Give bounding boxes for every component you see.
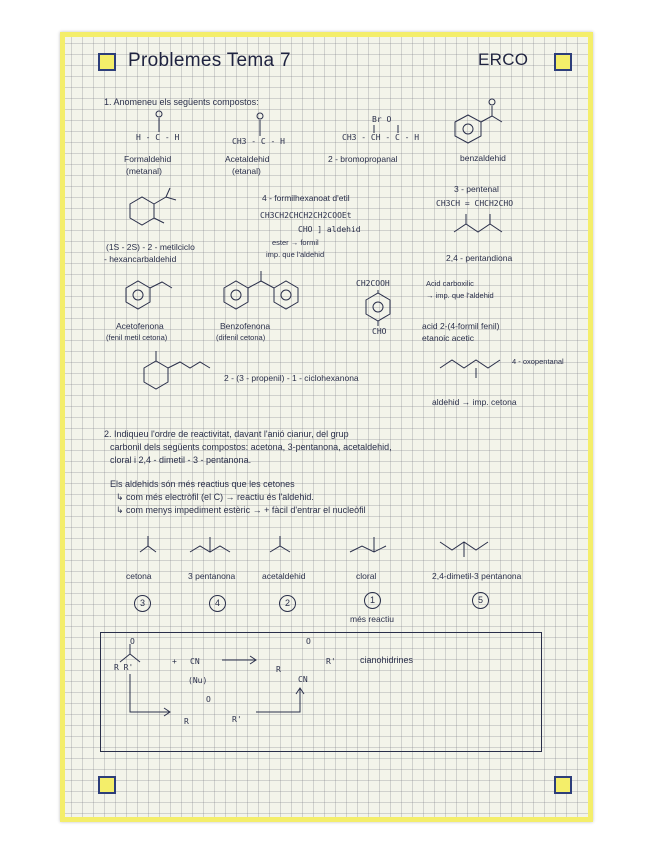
- page-title: Problemes Tema 7: [128, 50, 291, 71]
- mech-reactant: R R': [114, 663, 134, 672]
- oxygen-atom: [156, 111, 162, 117]
- oxopentanal-note: aldehid → imp. cetona: [432, 397, 517, 407]
- acetaldehid-skeleton: [270, 546, 290, 552]
- acetofenona-alt: (fenil metil cetona): [106, 333, 168, 342]
- bromopropanal-name: 2 - bromopropanal: [328, 154, 398, 164]
- formaldehid-structure: H - C - H: [136, 133, 180, 142]
- oxygen-atom: [489, 99, 495, 105]
- structure-drawings: [60, 32, 593, 822]
- formaldehid-name: Formaldehid: [124, 154, 172, 164]
- acetaldehid-alt: (etanal): [232, 166, 261, 176]
- q1-prompt: 1. Anomeneu els següents compostos:: [104, 97, 259, 107]
- benzofenona-alt: (difenil cetona): [216, 333, 266, 342]
- mech-name: cianohidrines: [360, 655, 414, 665]
- compound-label: cloral: [356, 571, 377, 581]
- cyclohexane-ring: [130, 197, 154, 225]
- acetona-skeleton: [140, 546, 156, 552]
- benzene-ring: [366, 293, 390, 321]
- compound-label: cetona: [126, 571, 152, 581]
- formilhexanoat-formula: CH3CH2CHCH2CH2COOEt: [260, 211, 352, 220]
- benzene-ring: [455, 115, 481, 143]
- oxopentanal-chain: [440, 360, 500, 368]
- acid-name1: acid 2-(4-formil fenil): [422, 321, 500, 331]
- acid-cho: CHO: [372, 327, 387, 336]
- mech-product-o: O: [306, 637, 311, 646]
- benzene-ring: [274, 281, 298, 309]
- propenyl-chain: [168, 362, 210, 368]
- q2-prompt-2: carbonil dels següents compostos: acetona, 3-pentanona, acetaldehid,: [110, 442, 392, 452]
- mech-reactant-o: O: [130, 637, 135, 646]
- q2-note-1: Els aldehids són més reactius que les cetones: [110, 479, 295, 489]
- acid-note2: → imp. que l'aldehid: [426, 291, 494, 300]
- most-reactive-label: més reactiu: [350, 614, 394, 624]
- aldehyde-chain: [481, 116, 502, 122]
- mech-product-r: R: [276, 665, 281, 674]
- methyl-bond: [154, 218, 164, 223]
- aromatic-circle: [133, 290, 143, 300]
- mech-product-cn: CN: [298, 675, 308, 684]
- mech-nucleophile: (Nu): [188, 676, 208, 685]
- rank-badge: 3: [134, 595, 151, 612]
- compound-label: 2,4-dimetil-3 pentanona: [432, 571, 522, 581]
- rank-badge: 5: [472, 592, 489, 609]
- mech-intermediate-r: R: [184, 717, 189, 726]
- acetofenona-name: Acetofenona: [116, 321, 164, 331]
- oxygen-atom: [257, 113, 263, 119]
- q2-prompt-1: 2. Indiqueu l'ordre de reactivitat, davant l'anió cianur, del grup: [104, 429, 349, 439]
- rank-badge: 1: [364, 592, 381, 609]
- diketone-chain: [454, 224, 502, 232]
- aldehyde-chain: [154, 197, 176, 204]
- benzofenona-name: Benzofenona: [220, 321, 271, 331]
- acetaldehid-name: Acetaldehid: [225, 154, 270, 164]
- formilhexanoat-note1: ester → formil: [272, 238, 319, 247]
- mech-intermediate-rp: R': [232, 715, 242, 724]
- pentenal-name: 3 - pentenal: [454, 184, 499, 194]
- corner-marker-icon: [98, 776, 116, 794]
- rank-badge: 2: [279, 595, 296, 612]
- mech-path-arrow: [130, 674, 170, 712]
- rank-badge: 4: [209, 595, 226, 612]
- pentenal-formula: CH3CH = CHCH2CHO: [436, 199, 514, 208]
- oxopentanal-name: 4 - oxopentanal: [512, 357, 564, 366]
- compound-label: acetaldehid: [262, 571, 306, 581]
- pentanodiona-name: 2,4 - pentandiona: [446, 253, 513, 263]
- aromatic-circle: [281, 290, 291, 300]
- bromopropanal-top: Br O: [372, 115, 392, 124]
- benzaldehid-name: benzaldehid: [460, 153, 506, 163]
- grid-sheet: [60, 32, 593, 822]
- acid-name2: etanoic acetic: [422, 333, 474, 343]
- metilciclo-name: (1S - 2S) - 2 - metilciclo: [106, 242, 195, 252]
- ketone-chain: [150, 282, 172, 288]
- aromatic-circle: [231, 290, 241, 300]
- acetaldehid-structure: CH3 - C - H: [232, 137, 285, 146]
- mech-product-rp: R': [326, 657, 336, 666]
- q2-note-2: ↳ com més electròfil (el C) → reactiu és l'aldehid.: [116, 492, 314, 502]
- aromatic-circle: [463, 124, 473, 134]
- cyclohexanone-ring: [144, 361, 168, 389]
- acid-formula: CH2COOH: [356, 279, 390, 288]
- q2-note-3: ↳ com menys impediment estèric → + fàcil d'entrar el nucleòfil: [116, 505, 366, 515]
- bromopropanal-structure: CH3 - CH - C - H: [342, 133, 420, 142]
- mech-plus: +: [172, 657, 177, 666]
- page-tag: ERCO: [478, 50, 529, 69]
- ketone-chain: [248, 281, 274, 288]
- mech-return-arrow: [256, 688, 300, 712]
- propenil-name: 2 - (3 - propenil) - 1 - ciclohexanona: [224, 373, 359, 383]
- benzene-ring: [126, 281, 150, 309]
- aromatic-circle: [373, 302, 383, 312]
- formilhexanoat-sub: CHO ] aldehid: [298, 225, 361, 234]
- compound-label: 3 pentanona: [188, 571, 236, 581]
- acid-note1: Acid carboxilic: [426, 279, 474, 288]
- cloral-skeleton: [350, 546, 386, 552]
- metilciclo-name-2: - hexancarbaldehid: [104, 254, 177, 264]
- carbonyl-bond: [166, 188, 170, 197]
- formilhexanoat-name: 4 - formilhexanoat d'etil: [262, 193, 350, 203]
- mech-intermediate-o: O: [206, 695, 211, 704]
- q2-prompt-3: cloral i 2,4 - dimetil - 3 - pentanona.: [110, 455, 252, 465]
- mech-cn: CN: [190, 657, 200, 666]
- benzene-ring: [224, 281, 248, 309]
- formaldehid-alt: (metanal): [126, 166, 162, 176]
- formilhexanoat-note2: imp. que l'aldehid: [266, 250, 325, 259]
- mech-reactant-bond: [120, 654, 140, 662]
- corner-marker-icon: [554, 776, 572, 794]
